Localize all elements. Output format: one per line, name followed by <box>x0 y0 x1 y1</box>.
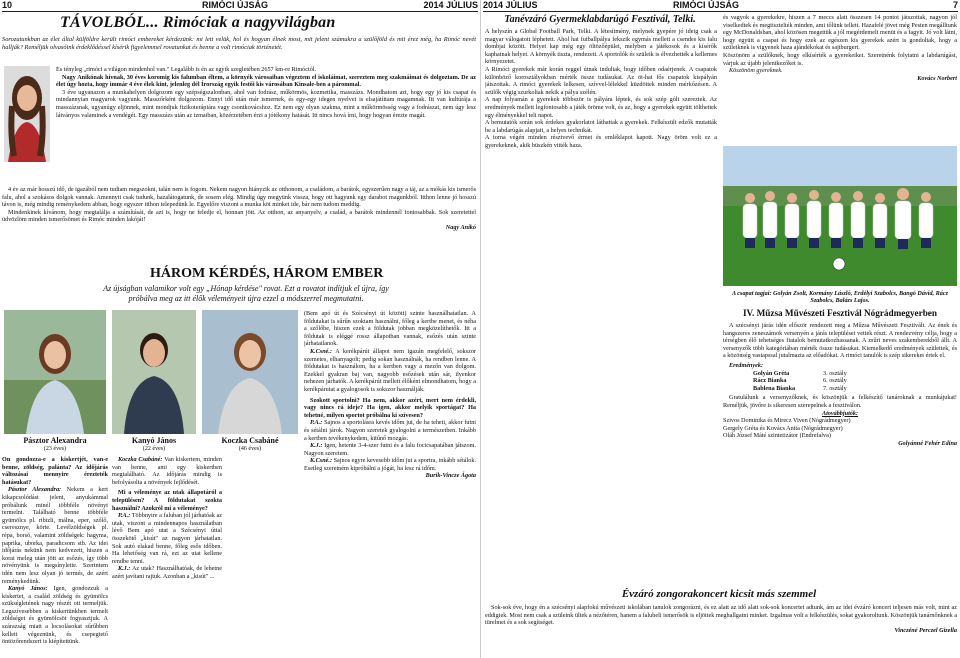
answer-name: K.J.: <box>118 565 131 573</box>
page-number: 7 <box>952 0 958 10</box>
result-row: Rácz Bianka 6. osztály <box>753 377 847 385</box>
person-caption-3: Koczka Csabáné (46 éves) <box>221 436 279 452</box>
answer-text: Az utak? Használhatóak, de lehetne azért javítani rajtuk. Azonban a „kisút" ... <box>112 565 222 580</box>
answer-name: P.A.: <box>310 419 323 427</box>
answer-name: K.Csné.: <box>310 347 333 355</box>
survey-signature: Burik-Vincze Ágota <box>425 472 476 480</box>
article-body-wide <box>2 186 476 262</box>
answer-text: Igen, hetente 3-4-szer futni és a falu focicsapatában játszom. Nagyon szeretem. <box>304 442 476 457</box>
answer-text: Nekem a kert kikapcsolódást jelent, anyukámmal próbálunk minél többféle növényt termelni. Található benne többféle gyümölcs pl. ribizli, málna, eper, szőlő, cseresznye, körte. Levélzöldségek pl. répa, borsó, valamint zöldségek: hagyma, paprika, uborka, paradicsom stb. Az idei időjárás nekünk nem kedvezett, hiszen a korai meleg után jött az esőzés, így több növényünk is megsínylette. Szerintem idén nem lesz olyan jó termés, de azért reménykedünk. <box>2 486 108 585</box>
survey-title: HÁROM KÉRDÉS, HÁROM EMBER <box>150 266 384 281</box>
football-text: és vagyok a gyerekekre, hiszen a 7 meccs alatt összesen 14 pontot játszottak, nagyon jól viselkedtek és megtisztelték minden, ami tőlünk tellett. Hazafelé jövet még Pesten megálltunk egy McDonaldsban, ahol közösen megettük a jól megérdemelt menüt és a fagyit. Jó volt látni, hogy együtt a csapat és hogy ezek az egészen kis gyerekek azért is gondoltak, hogy a szüleiknek is vigyenek haza ajándékokat és sajtburgert. Köszönöm a szülőknek, hogy elkísérték a gyerekeiket. Szeretnénk folytatni a labdarúgást, várjuk az újabb jelentkezőket is. <box>723 14 957 67</box>
issue-date: 2014 JÚLIUS <box>423 0 478 10</box>
right-page <box>480 0 960 658</box>
person-caption-1: Pásztor Alexandra (23 éves) <box>23 436 87 452</box>
piano-body <box>485 604 957 656</box>
survey-question-1: Ön gondozza-e a kiskertjét, van-e benne, zöldség, palánta? Az időjárás változásai mennyire érezteték hatásukat? <box>2 456 108 486</box>
survey-column-2 <box>112 456 222 656</box>
football-title: Tanévzáró Gyermeklabdarúgó Fesztivál, Telki. <box>504 14 696 25</box>
results-list <box>723 370 957 393</box>
person-photo-2 <box>112 310 196 434</box>
article-paragraph: 3 éve ugyanazon a munkahelyen dolgozom egy szépségszalonban, ahol van fodrász, műkörmös, kozmetika, masszázs. Mondhatom azt, hogy egy jó kis csapat és mindannyian magyarok vagyunk. Masszőrként dolgozom. Ennyi idő után már ismernek, és egy-egy idegen nyelvet is elsajátíttam magamnak. Itt van kultúrája a masszázsnak, ugyanúgy eljönnek, mint mondjuk fizikoterápiára vagy csontkovácshoz. Ez nem egy olyan szakma, mint a műkörmösség vagy a fodrászat, nem úgy lesz látványos valaminek a vendégét. Egy masszázs után az izmaiban, közérzetében érzi a jótékony hatását. Itt nincs hová írni, hogy hogyan érezte magát. <box>56 88 476 119</box>
winner-row: Gergely Gréta és Kovács Anita (Nógrádmegyer) <box>723 424 843 432</box>
article-paragraph: Mindenkinek kívánom, hogy megtalálja a számítását, de azt is, hogy ne feledje el, honnan jött. Az otthon, az anyanyelv, a család, a barátok mindennél fontosabbak. Sok szeretettel üdvözlöm minden ismerősömet és Rimóc minden lakóját! <box>2 208 476 224</box>
festival-text-after: Gratulálunk a versenyzőknek, és köszönjük a felkészítő tanároknak a munkájukat! Reméljük, jövőre is sikeresen szerepelnek a fesztiválon. <box>723 394 957 409</box>
survey-question-2: Mi a véleménye az utak állapotáról a településen? A földutakat szokta használni? Azokról mi a véleménye? <box>112 489 222 512</box>
answer-name: K.Csné.: <box>310 457 333 465</box>
survey-lead: Az újságban valamikor volt egy „Hónap kérdése" rovat. Ezt a rovatot indítjuk el újra, így próbálva meg az itt élők véleményeit újra ezzel a módszerrel megmutatni. <box>103 284 389 303</box>
paper-name: RIMÓCI ÚJSÁG <box>202 0 269 10</box>
football-column-2 <box>723 14 957 142</box>
piano-title: Évzáró zongorakoncert kicsit más szemmel <box>621 588 817 600</box>
person-photo-1 <box>4 310 106 434</box>
football-signature: Kovács Norbert <box>917 74 957 82</box>
portrait-photo <box>4 66 50 162</box>
answer-text: Igen, gondozzuk a kiskertet, a család zöldség és gyümölcs szükségletének nagy részét ott termeljük. Legszívesebben a kiskertünkben termelt zöldséget és gyümölcsöt fogyasztjuk. A szárazság miatt a locsolásokat sűrűbben kellett végeznünk, és csepegtető öntözőrendszert is kiépítettünk. <box>2 585 108 646</box>
article-paragraph: Nagy Anikónak hívnak, 30 éves koromig kis falumban éltem, a környék városaiban végeztem el iskoláimat, szereztem meg szakmáimat és dolgoztam. De az élet úgy hozta, hogy immár 4 éve élek kint, jelenleg dél Írország egyik festői kis városában Kinsale-ben a párommal. <box>56 73 476 89</box>
answer-text: Sajnos egyre kevesebb időm jut a sportra, inkább sétálok. Esetleg szeretném kipróbálni a jógát, ha lesz rá időm. <box>304 457 476 472</box>
person-caption-2: Kanyó János (22 éves) <box>131 436 177 452</box>
football-thanks: Köszönöm gyereknek. <box>729 67 783 75</box>
survey-column-3 <box>304 310 476 656</box>
section-title: TÁVOLBÓL... Rimóciak a nagyvilágban <box>60 14 336 31</box>
piano-text: Sok-sok éve, hogy én a szécsényi alapfokú művészeti iskolában tanulok zongorázni, és ez alatt az idő alatt sok-sok koncertet adtunk, ám az idei évzáró koncert teljesen más volt, mint az eddigiek. Most nem csak a szüleink ültek a nézőtéren, hanem a falubeli ismerősök is eljöttek meghallgatni minket. Izgalmas volt a felkészülés, sokat gyakoroltunk. Köszönjük tanárnőnknek a türelmet és a sok segítséget. <box>485 604 957 627</box>
answer-name: P.A.: <box>118 512 131 520</box>
football-column-1: A helyszín a Global Football Park, Telki. A létesítmény, melynek gyepére jó ideig csak a magyar válogatott léphetett. Ahol hat futballpálya fekszik egymás mellett a csendes kis falu dombjai között. Helyet kap még egy öltözőépület, melyben a játékosok és a kísérők kaphatnak helyet. A környék tiszta, rendezett. A sportolók és szüleik is élvezhették a kellemes környezetet. A Rimóci gyerekek már korán reggel útnak indultak, hogy időben odaérjenek. A csapatok különböző korosztályokban mérték össze tudásukat. Az öt-hat fős csapatok kispályán játszottak. A rimóci gyerekek lelkesen, szívvel-lélekkel küzdöttek minden mérkőzésen. A szülők végig szurkoltak nekik a pálya szélén. A nap folyamán a gyerekek többször is pályára léptek, és sok szép gólt szereztek. Az eredmények mellett legfontosabb a játék öröme volt, és az, hogy a gyerekek együtt tölthettek egy élményekkel teli napot. A bemutatók során sok érdekes gyakorlatot láthattak a gyerekek. Felkészült edzők mutatták be a labdarúgás alapjait, a helyes technikát. A torna végén minden résztvevő érmet és emléklapot kapott. Nagy öröm volt ez a gyerekeknek, akik büszkén vitték haza. <box>485 28 717 149</box>
article-intro: És tényleg „rimóci a világon mindenhol van." Legalább is én az egyik szegletében 2657 km-re Rimóctól. <box>56 66 317 73</box>
issue-date: 2014 JÚLIUS <box>483 0 538 10</box>
answer-text: Többnyire a faluban jól járhatóak az utak, viszont a mindennapos használatban lévő Bem apó utat a Szécsényi úttal összekötő „kisút" az nagyon járhatatlan. Sok autó elakad benne, főleg esős időben. Ha lehetőség van rá, ezt az utat kellene rendbe tenni. <box>112 512 222 565</box>
page-number: 10 <box>2 0 13 10</box>
festival-signature: Golyánné Fehér Edina <box>898 439 957 447</box>
winners-label: Atovábbjutók: <box>821 409 859 417</box>
answer-name: Kanyó János: <box>8 585 48 593</box>
survey-column-1 <box>2 456 108 656</box>
answer-name: K.J.: <box>310 442 323 450</box>
answer-text: A kerékpárút állapot nem igazán megfelelő, sokszor szemetes, elhanyagolt; pedig sokan használnák, ha rendben lenne. A földutakat is használom, ha a kertben vagy a mezőn van dolgom. Ezekkel gyakran baj van, nagyobb esőzések után sár, ilyenkor nehezen járhatók. A kerékpárút mellett élőként elmondhatom, hogy a kerékpárutat a gyalogosok is sokszor használják. <box>304 347 476 393</box>
answer-name: Koczka Csabáné: <box>118 456 163 463</box>
article-paragraph: 4 év az már hosszú idő, de igazából nem tudtam megszokni, talán nem is fogom. Nekem nagyon hiányzik az otthonom, a családom, a barátok, egyszerűen nagy a táj, az a mókás kis ismerős falu, ahol a szokásos dolgok vannak. Amennyit csak tudunk, hazalátogatunk, de sosem elég. Mindig úgy megyünk vissza, hogy ott hagyunk egy darabot magunkból. Itthon lenne jó hosszú távon is, még mindig reménykedem abban, hogy egyszer itthon telepedünk le. Egyelőre viszont a munka köt minket ide, bár nem tudom meddig. <box>2 186 476 209</box>
winner-row: Szivos Dominika és Mirecz Viven (Nógrádmegyer) <box>723 417 851 425</box>
winner-row: Oláh József Máté szintetizátor (Endrefalva) <box>723 432 831 440</box>
winners-list <box>723 417 957 440</box>
article-signature: Nagy Anikó <box>445 223 476 231</box>
paper-name: RIMÓCI ÚJSÁG <box>673 0 740 10</box>
result-row: Bablena Bianka 7. osztály <box>753 384 847 392</box>
answer-text: (Bem apó út és Szécsényi út között) szinte használhatatlan. A földutakat is sűrűn szoktam használni, főleg a kertbe menet, és néha a szőlőbe, hiszen ezek a földutak jobban megközelíthetők. Itt a földutak is eléggé rossz állapotban vannak, esőzés után szinte járhatatlanok. <box>304 310 476 348</box>
article-body <box>56 66 476 194</box>
answer-text: Sajnos a sportolásra kevés időm jut, de ha teheti, akkor futni és sétálni járok. Nagyon szeretek gyalogolni a természetben. Inkább a kertben tevékenykedem, kitűnő mozgás. <box>304 419 476 442</box>
survey-question-3: Szokott sportolni? Ha nem, akkor azért, mert nem érdekli, vagy nincs rá ideje? Ha igen, akkor melyik sportágat? Ha tehetné, milyen sportot próbálna ki szívesen? <box>304 396 476 419</box>
team-photo-caption: A csapat tagjai: Golyán Zsolt, Kormány László, Erdélyi Szabolcs, Bangó Dávid, Rácz Szabolcs, Balázs Lajos. <box>731 290 949 305</box>
team-photo <box>723 146 957 286</box>
answer-text: Van kiskertem, minden van benne, ami egy kiskertben megtalálható. Az időjárás mindig is befolyásolta a növények fejlődését. <box>112 456 222 486</box>
festival-text: A szécsényi járás idén először rendezett meg a Műzsa Művészeti Fesztivált. Az ének és hangszeres zeneszámok versenyén a járás települései vettek részt. A rendezvény célja, hogy a térségben élő tehetséges fiatalok bemutatkozhassanak. A zsűri neves szakemberekből állt. A versenyzők több kategóriában mérték össze tudásukat. Kiemelkedő eredmények születtek, és a közönség vastapssal jutalmazta az előadókat. A rimóci tanulók is szép sikereket értek el. <box>723 322 957 360</box>
answer-name: Pásztor Alexandra: <box>8 486 62 494</box>
left-page-header <box>2 0 478 12</box>
result-row: Golyán Gréta 3. osztály <box>753 369 847 377</box>
piano-signature: Vinczéné Perczel Gizella <box>894 626 957 634</box>
festival-body <box>723 322 957 584</box>
section-lead: Sorozatunkban az élet által külföldre került rimóci embereket kérdezünk: mi lett velük, hol és hogyan élnek most, mit jelent számukra a szülőföld és mit érez még, ha Rimóc nevét hallják? Reméljük olvasóink érdeklődéssel kísérik figyelemmel rovatunkat és benne a volt rimóciak történetét. <box>2 36 476 51</box>
festival-title: IV. Műzsa Művészeti Fesztivál Nógrádmegyerben <box>742 308 937 318</box>
person-photo-3 <box>202 310 298 434</box>
right-page-header <box>483 0 958 12</box>
results-label: Eredmények: <box>729 361 764 369</box>
